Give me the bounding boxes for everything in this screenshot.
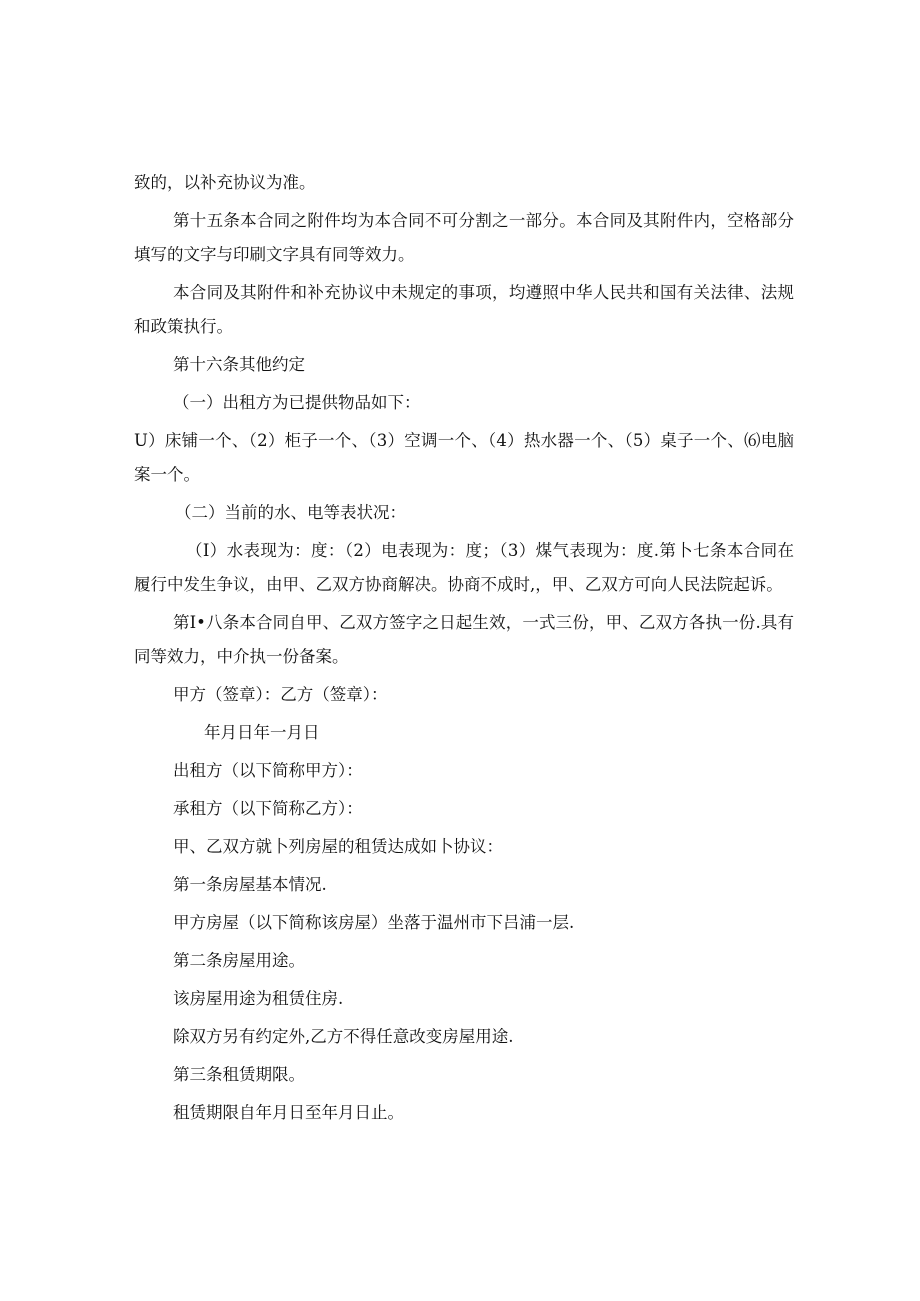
heading-article-1: 第一条房屋基本情况. [173,875,327,894]
paragraph-continuation: 致的，以补充协议为准。 [134,173,316,192]
heading-article-16: 第十六条其他约定 [173,355,305,374]
lessor-line: 出租方（以下简称甲方）： [173,761,363,780]
paragraph-use-restriction: 除双方另有约定外,乙方不得任意改变房屋用途. [173,1027,514,1046]
heading-article-3: 第三条租赁期限。 [173,1065,305,1084]
paragraph-article-18: 第I•八条本合同自甲、乙双方签字之日起生效，一式三份，甲、乙双方各执一份.具有同等效力，中介执一份备案。 [134,613,794,666]
date-line: 年月日年一月日 [204,723,320,742]
paragraph-items-provided: （一）出租方为已提供物品如下： [173,393,421,412]
paragraph-house-location: 甲方房屋（以下简称该房屋）坐落于温州市下吕浦一层. [173,913,575,932]
paragraph-unspecified-matters: 本合同及其附件和补充协议中未规定的事项，均遵照中华人民共和国有关法律、法规和政策执行。 [134,283,794,336]
agreement-intro: 甲、乙双方就卜列房屋的租赁达成如卜协议： [173,837,503,856]
document-body [134,166,794,1134]
paragraph-house-use: 该房屋用途为租赁住房. [173,989,344,1008]
paragraph-meter-status: （二）当前的水、电等表状况： [175,503,406,522]
heading-article-2: 第二条房屋用途。 [173,951,305,970]
paragraph-lease-term: 租赁期限自年月日至年月日止。 [173,1103,404,1122]
paragraph-items-list: U）床铺一个、（2）柜子一个、（3）空调一个、（4）热水器一个、（5）桌子一个、⑹电脑案一个。 [134,431,794,484]
paragraph-article-15: 第十五条本合同之附件均为本合同不可分割之一部分。本合同及其附件内，空格部分填写的文字与印刷文字具有同等效力。 [134,211,794,264]
paragraph-meter-readings: （I）水表现为：度：（2）电表现为：度；（3）煤气表现为：度.第卜七条本合同在履行中发生争议，由甲、乙双方协商解决。协商不成时,，甲、乙双方可向人民法院起诉。 [134,541,794,594]
signature-line: 甲方（签章）：乙方（签章）： [173,685,388,704]
lessee-line: 承租方（以下简称乙方）： [173,799,363,818]
